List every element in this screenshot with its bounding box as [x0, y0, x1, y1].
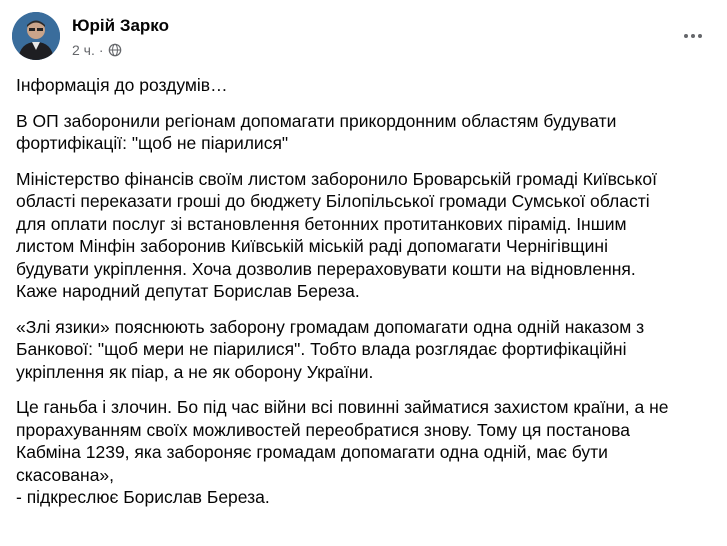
post-header — [12, 10, 715, 62]
more-options-icon[interactable] — [675, 22, 711, 50]
post-paragraph: Інформація до роздумів… — [16, 75, 228, 95]
post-text — [16, 74, 716, 522]
post-paragraph: «Злі язики» пояснюють заборону громадам допомагати одна одній наказом з Банкової: "щоб мери не піарилися". Тобто влада розглядає фортифікаційні укріплення як піар, а не як оборону України. — [16, 316, 645, 382]
avatar[interactable] — [12, 12, 60, 60]
post-paragraph: Це ганьба і злочин. Бо під час війни всі повинні займатися захистом країни, а не прорахуванням своїх можливостей переобратися знову. Тому ця постанова Кабміна 1239, яка забороняє громадам допомагати одна одній, має бути скасована», - підкреслює Борислав Береза. — [16, 397, 669, 507]
post-timestamp[interactable]: 2 ч. — [72, 42, 95, 58]
author-name[interactable]: Юрій Зарко — [72, 16, 169, 35]
meta-separator: · — [98, 42, 104, 58]
globe-icon[interactable] — [108, 43, 122, 57]
post-paragraph: Міністерство фінансів своїм листом заборонило Броварській громаді Київської області переказати гроші до бюджету Білопільської громади Сумської області для оплати послуг зі встановлення бетонних протитанкових пірамід. Іншим листом Мінфін заборонив Київській міській раді допомагати Чернігівщині будувати укріплення. Хоча дозволив перераховувати кошти на відновлення. Каже народний депутат Борислав Береза. — [16, 168, 657, 301]
post-meta — [72, 42, 122, 58]
post-paragraph: В ОП заборонили регіонам допомагати прикордонним областям будувати фортифікації: "щоб не піарилися" — [16, 110, 617, 153]
